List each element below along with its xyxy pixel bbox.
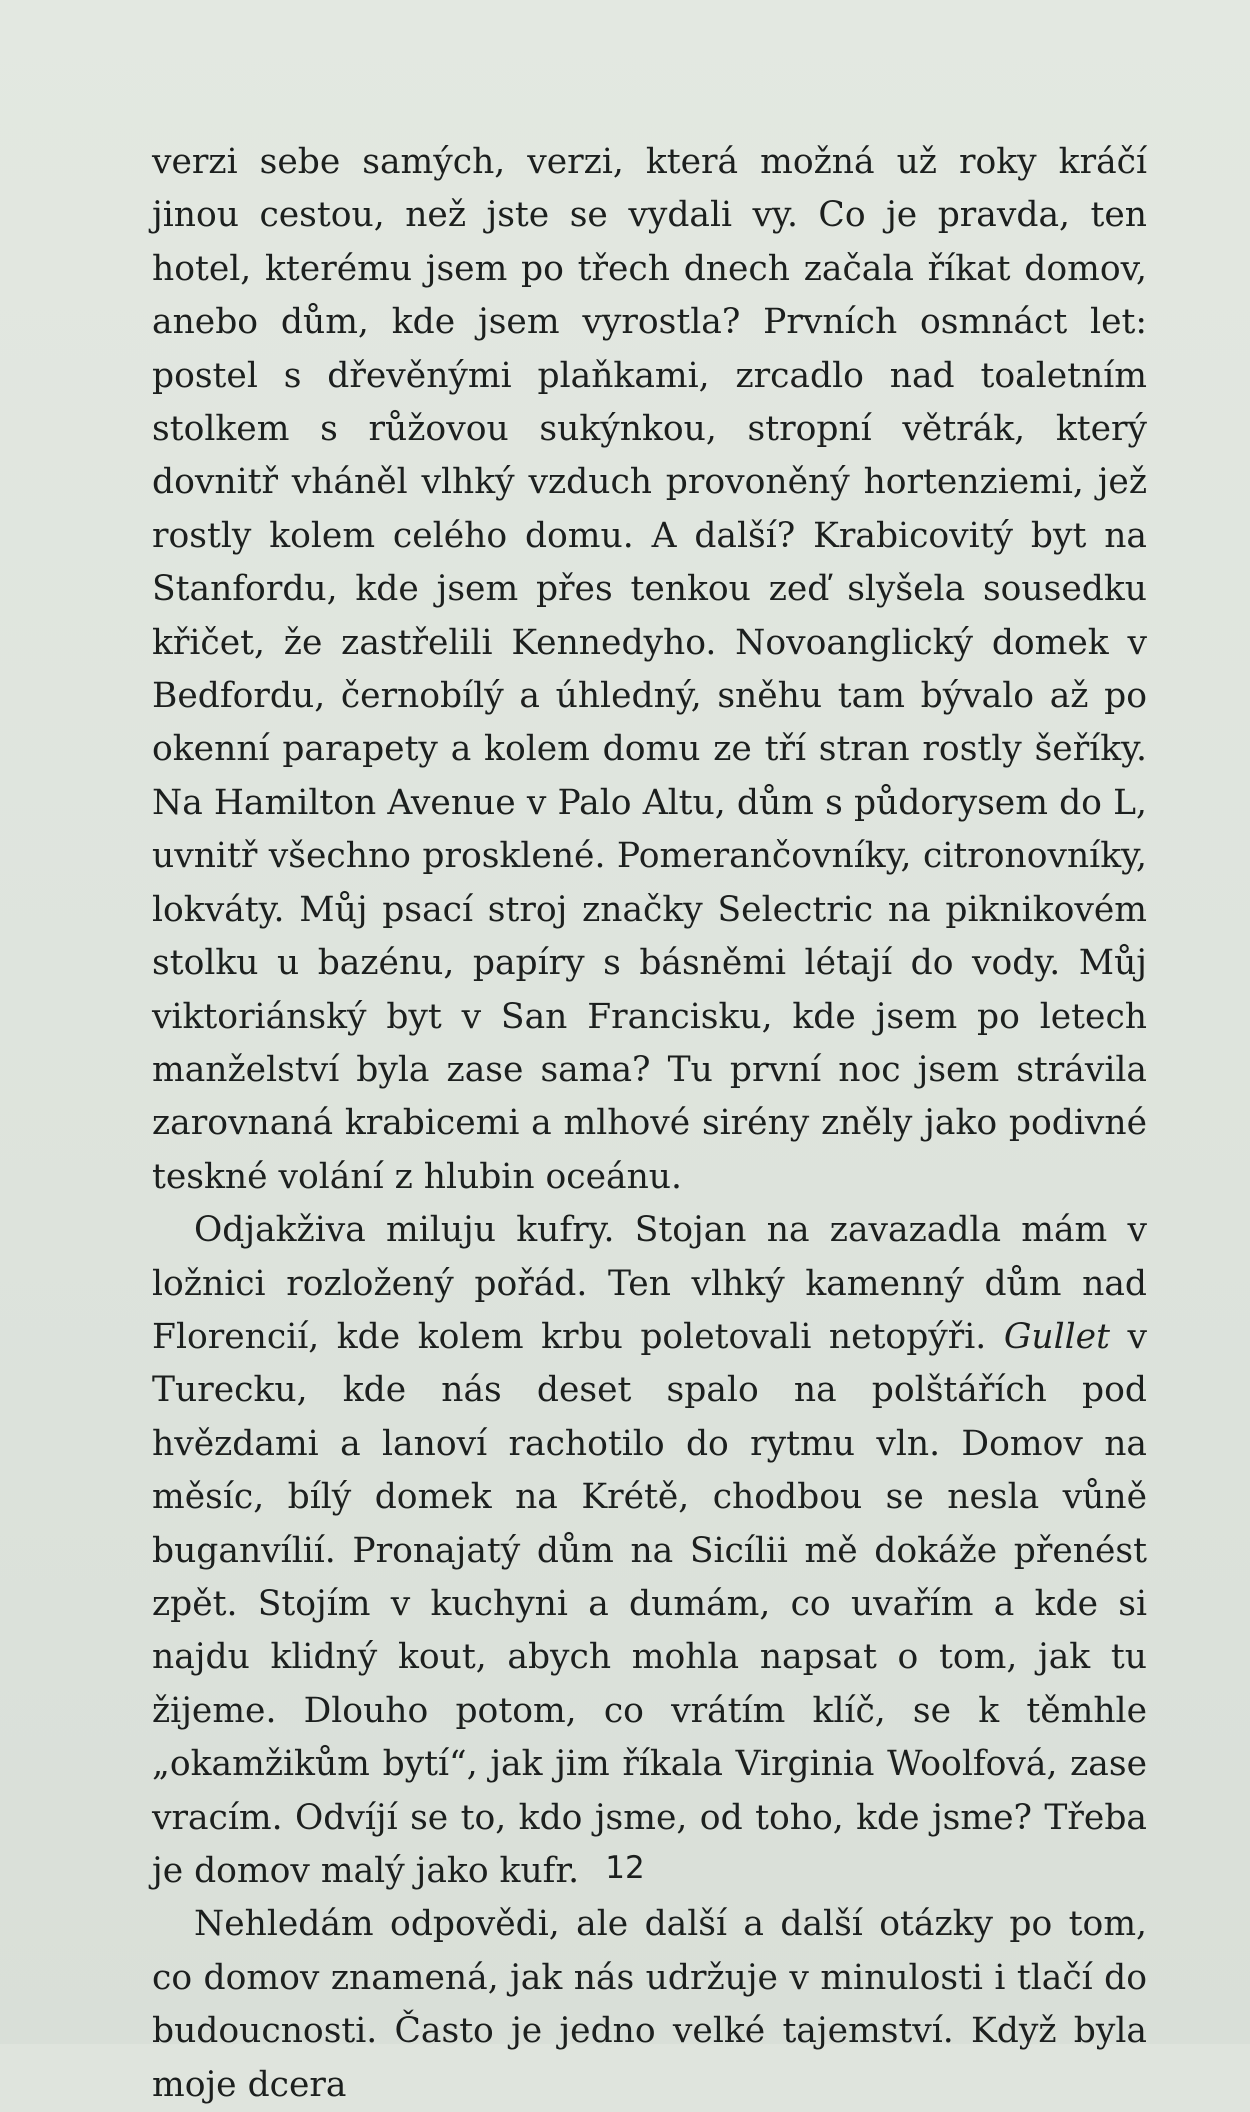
paragraph-2 [152,1204,1147,1898]
paragraph-3-text: Nehledám odpovědi, ale další a další otázky po tom, co domov znamená, jak nás udržuje v minulosti i tlačí do budoucnosti. Často je jedno velké tajemství. Když byla moje dcera [152,1904,1147,2105]
paragraph-3 [152,1898,1147,2112]
page-number: 12 [605,1850,645,1886]
paragraph-1 [152,136,1147,1204]
italic-term: Gullet [1003,1316,1110,1357]
paragraph-2-text-a: Odjakživa miluju kufry. Stojan na zavazadla mám v ložnici rozložený pořád. Ten vlhký kamenný dům nad Florencií, kde kolem krbu poletovali netopýři. [152,1210,1147,1357]
body-text [152,136,1147,2112]
paragraph-1-text: verzi sebe samých, verzi, která možná už roky kráčí jinou cestou, než jste se vydali vy. Co je pravda, ten hotel, kterému jsem po třech dnech začala říkat domov, anebo dům, kde jsem vyrostla? Prvních osmnáct let: postel s dřevěnými plaňkami, zrcadlo nad toaletním stolkem s růžovou sukýnkou, stropní větrák, který dovnitř vháněl vlhký vzduch provoněný hortenziemi, jež rostly kolem celého domu. A další? Krabicovitý byt na Stanfordu, kde jsem přes tenkou zeď slyšela sousedku křičet, že zastřelili Kennedyho. Novoanglický domek v Bedfordu, černobílý a úhledný, sněhu tam bývalo až po okenní parapety a kolem domu ze tří stran rostly šeříky. Na Hamilton Avenue v Palo Altu, dům s půdorysem do L, uvnitř všechno prosklené. Pomerančovníky, citronovníky, lokváty. Můj psací stroj značky Selectric na piknikovém stolku u bazénu, papíry s básněmi létají do vody. Můj viktoriánský byt v San Francisku, kde jsem po letech manželství byla zase sama? Tu první noc jsem strávila zarovnaná krabicemi a mlhové sirény zněly jako podivné teskné volání z hlubin oceánu. [152,142,1147,1197]
paragraph-2-text-b: v Turecku, kde nás deset spalo na polštářích pod hvězdami a lanoví rachotilo do rytmu vln. Domov na měsíc, bílý domek na Krétě, chodbou se nesla vůně buganvílií. Pronajatý dům na Sicílii mě dokáže přenést zpět. Stojím v kuchyni a dumám, co uvařím a kde si najdu klidný kout, abych mohla napsat o tom, jak tu žijeme. Dlouho potom, co vrátím klíč, se k těmhle „okamžikům bytí“, jak jim říkala Virginia Woolfová, zase vracím. Odvíjí se to, kdo jsme, od toho, kde jsme? Třeba je domov malý jako kufr. [152,1316,1147,1891]
